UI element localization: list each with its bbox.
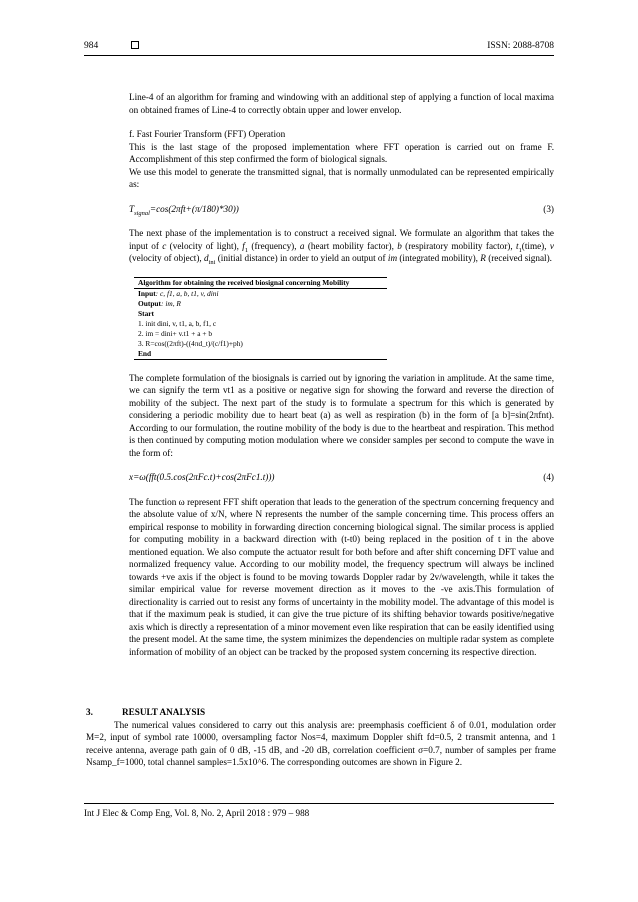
section-3-heading <box>86 706 556 719</box>
eq4-number: (4) <box>543 472 554 482</box>
eq3-rhs: =cos(2πft+(π/180)*30)) <box>149 203 239 214</box>
checkbox-glyph-icon <box>131 41 139 49</box>
footer-rule <box>84 803 554 804</box>
header-rule <box>84 55 554 56</box>
fft-heading: f. Fast Fourier Transform (FFT) Operation <box>129 129 286 139</box>
fft-paragraph-1: This is the last stage of the proposed implementation where FFT operation is carried out on frame F. Accomplishment of this step confirmed the form of biological signals. <box>129 141 554 164</box>
section-3 <box>86 706 556 769</box>
algorithm-step-2: 2. im = dini+ v.t1 + a + b <box>138 328 213 338</box>
issn-label: ISSN: 2088-8708 <box>487 41 554 51</box>
received-signal-paragraph: The next phase of the implementation is to construct a received signal. We formulate an algorithm that takes the input of c (velocity of light), $f_1$ (frequency), a (heart mobility factor), b (respiratory mobility factor), $t_1(time)$, v (velocity of object), $d_{ini}$ (initial distance) in order to yield an output of im (integrated mobility), R (received signal). <box>129 228 554 266</box>
section-title: RESULT ANALYSIS <box>122 707 206 717</box>
equation-4 <box>129 471 554 484</box>
algorithm-title: Algorithm for obtaining the received biosignal concerning Mobility <box>134 277 387 289</box>
algorithm-step-3: 3. R=cos((2πft)-((4πd_t)/(c/f1)+ph) <box>138 338 243 348</box>
algorithm-output: Output: im, R <box>138 298 181 308</box>
intro-paragraph: Line-4 of an algorithm for framing and windowing with an additional step of applying a function of local maxima on obtained frames of Line-4 to correctly obtain upper and lower envelop. <box>129 92 554 115</box>
eq3-number: (3) <box>543 203 554 214</box>
page-footer <box>84 803 554 818</box>
algorithm-box <box>134 277 387 360</box>
omega-function-paragraph: The function ω represent FFT shift operation that leads to the generation of the spectrum concerning frequency and the absolute value of x/N, where N represents the number of the sample concerning time. This process offers an empirical response to mobility in forwarding direction concerning biological signal. The similar process is applied for computing mobility in a backward direction with (t-t0) being replaced in the position of t in the above mentioned equation. We also compute the actuator result for both before and after shift concerning DFT value and normalized frequency value. According to our mobility model, the frequency spectrum will always be inclined towards +ve axis if the object is found to be moving towards Doppler radar by 2v/wavelength, while it takes the similar empirical value for reverse movement direction as it moves to the -ve axis.This formulation of directionality is carried out to resist any forms of uncertainty in the mobility model. The advantage of this model is that if the maximum peak is studied, it can give the true picture of its shifting behavior towards positive/negative axis which is directly a representation of a minor movement even like respiration that can be easily identified using the present model. At the same time, the system minimizes the dependencies on multiple radar system as complete information of mobility of an object can be tracked by the proposed system concerning its respective direction. <box>129 496 554 657</box>
result-analysis-paragraph: The numerical values considered to carry out this analysis are: preemphasis coefficient δ of 0.01, modulation order M=2, input of symbol rate 10000, oversampling factor Nos=4, maximum Doppler shift fd=0.5, 2 transmit antenna, and 1 receive antenna, average path gain of 0 dB, -15 dB, and -20 dB, correlation coefficient σ=0.7, number of samples per frame Nsamp_f=1000, total channel samples=1.5x10^6. The corresponding outcomes are shown in Figure 2. <box>86 719 556 767</box>
eq4-text: x=ω(fft(0.5.cos(2πFc.t)+cos(2πFc1.t))) <box>129 472 275 482</box>
footer-citation: Int J Elec & Comp Eng, Vol. 8, No. 2, April 2018 : 979 – 988 <box>84 808 310 818</box>
fft-paragraph-2: We use this model to generate the transmitted signal, that is normally unmodulated can be represented empirically as: <box>129 166 554 189</box>
algorithm-input: Input: c, f1, a, b, t1, v, dini <box>138 288 219 298</box>
eq3-lhs: T <box>129 203 135 214</box>
section-number: 3. <box>86 707 93 717</box>
page-header <box>84 41 554 59</box>
equation-3 <box>129 203 554 216</box>
complete-formulation-paragraph: The complete formulation of the biosignals is carried out by ignoring the variation in amplitude. At the same time, we can signify the term vt1 as a positive or negative sign for showing the forward and reverse the direction of mobility of the subject. The next part of the study is to formulate a spectrum for this which is generated by considering a periodic mobility due to heart beat (a) as well as respiration (b) in the form of [a b]=sin(2πfnt). According to our formulation, the routine mobility of the body is due to the heartbeat and respiration. This method is then continued by computing motion modulation where we consider samples per second to compute the wave in the form of: <box>129 372 554 458</box>
body-content <box>129 91 554 658</box>
page-number: 984 <box>84 41 99 51</box>
algorithm-step-1: 1. init dini, v, t1, a, b, f1, c <box>138 318 217 328</box>
algorithm-end: End <box>134 349 387 360</box>
algorithm-start: Start <box>138 308 155 318</box>
eq3-sub: signal <box>134 209 150 217</box>
